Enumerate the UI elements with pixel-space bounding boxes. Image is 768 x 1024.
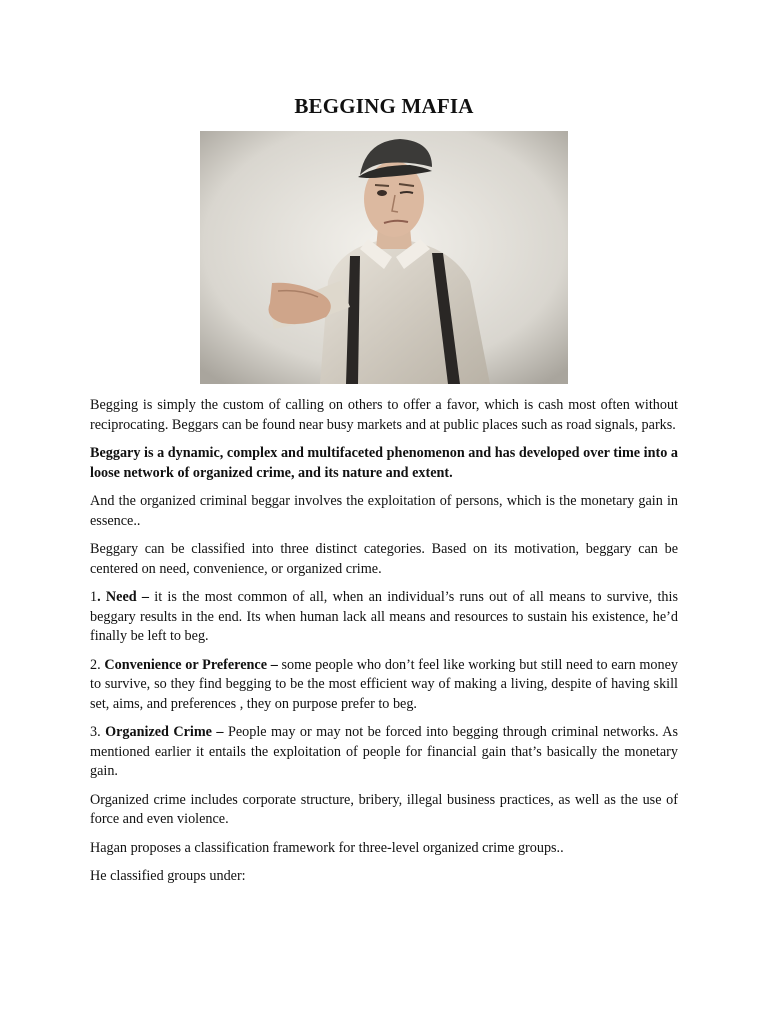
paragraph-intro: Begging is simply the custom of calling on others to offer a favor, which is cash most often without reciprocating. Beggars can be found near busy markets and at public places such as road signals, parks. <box>90 397 678 433</box>
item-number: 1 <box>90 589 98 605</box>
item-term-organized-crime: Organized Crime – <box>105 724 224 740</box>
paragraph-need <box>90 588 678 647</box>
paragraph-convenience <box>90 656 678 715</box>
item-text-convenience: some people who don’t feel like working but still need to earn money to survive, so they find begging to be the most efficient way of making a living, despite of having skill set, aims, and preferences , they on purpose prefer to beg. <box>90 656 679 712</box>
paragraph-organized-includes: Organized crime includes corporate structure, bribery, illegal business practices, as well as the use of force and even violence. <box>90 791 678 827</box>
paragraph-classified: He classified groups under: <box>90 868 246 884</box>
beggar-photo <box>200 131 568 384</box>
item-term-need: . Need – <box>97 589 149 605</box>
item-term-convenience: Convenience or Preference – <box>104 656 278 673</box>
document-body <box>90 396 678 896</box>
item-text-organized-crime: People may or may not be forced into begging through criminal networks. As mentioned earlier it entails the exploitation of people for financial gain that’s basically the monetary gain. <box>90 724 679 779</box>
beggar-illustration <box>200 131 568 384</box>
paragraph-categories: Beggary can be classified into three distinct categories. Based on its motivation, beggary can be centered on need, convenience, or organized crime. <box>90 541 678 577</box>
item-text-need: it is the most common of all, when an individual’s runs out of all means to survive, this beggary results in the end. Its when human lack all means and resources to sustain his existence, he’d finally be left to beg. <box>90 589 678 644</box>
paragraph-organized-crime <box>90 723 678 782</box>
item-number: 2. <box>90 656 105 673</box>
document-title: BEGGING MAFIA <box>294 94 474 118</box>
paragraph-hagan: Hagan proposes a classification framework for three-level organized crime groups.. <box>90 839 564 856</box>
paragraph-exploitation: And the organized criminal beggar involves the exploitation of persons, which is the monetary gain in essence.. <box>90 493 678 529</box>
paragraph-highlight: Beggary is a dynamic, complex and multifaceted phenomenon and has developed over time into a loose network of organized crime, and its nature and extent. <box>90 445 678 481</box>
item-number: 3. <box>90 724 106 740</box>
